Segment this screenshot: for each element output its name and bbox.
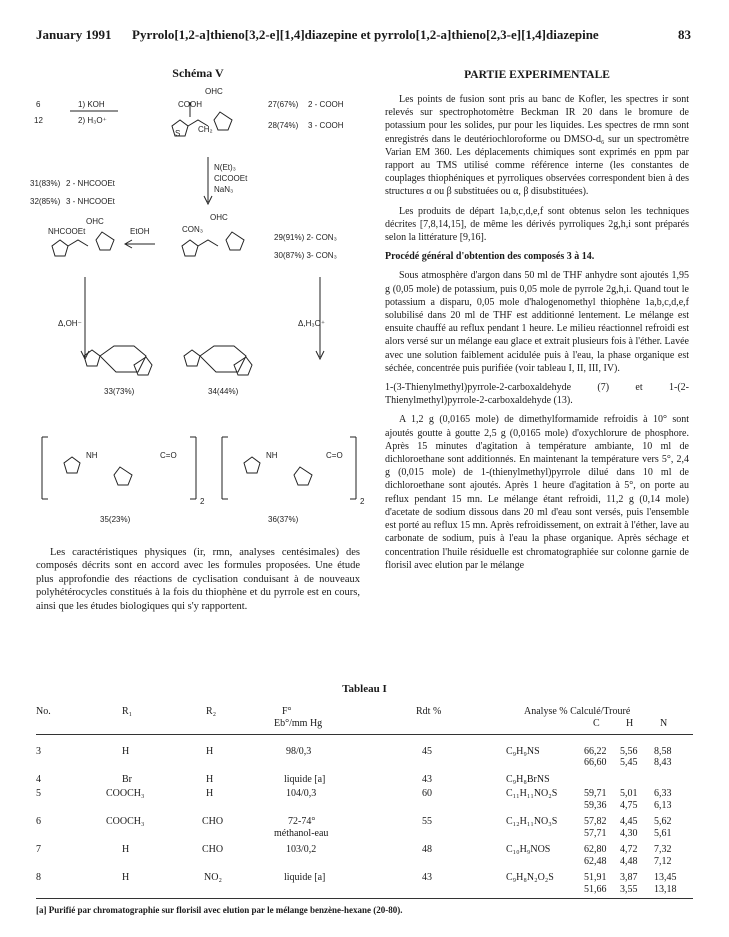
cell-no: 5 — [36, 788, 41, 799]
table-footnote: [a] Purifié par chromatographie sur florisil avec elution par le mélange benzène-hexane (20-80). — [36, 905, 403, 915]
cell-no: 7 — [36, 844, 41, 855]
cell-c: 62,80 — [584, 844, 607, 855]
table-header-row-2 — [36, 718, 693, 731]
cell-r1: Br — [122, 774, 132, 785]
label-ch2: CH₂ — [198, 125, 213, 134]
header-date: January 1991 — [36, 27, 112, 42]
subheading-aldehydes: 1-(3-Thienylmethyl)pyrrole-2-carboxaldehyde (7) et 1-(2-Thienylmethyl)pyrrole-2-carboxaldehyde (13). — [385, 382, 689, 407]
cell-r1: COOCH₃ — [106, 816, 145, 827]
cell-h-found: 4,48 — [620, 856, 638, 867]
label-sub-1: 2 — [200, 497, 205, 506]
table-rule-bottom — [36, 898, 693, 899]
cell-f: 103/0,2 — [286, 844, 317, 855]
reagent-clcooet: ClCOOEt — [214, 174, 248, 183]
cell-n: 13,45 — [654, 872, 677, 883]
label-12: 12 — [34, 116, 43, 125]
subheading-general-procedure: Procédé général d'obtention des composés 3 à 14. — [385, 251, 595, 263]
col-h: H — [626, 718, 634, 729]
table-row — [36, 844, 693, 867]
cell-no: 4 — [36, 774, 41, 785]
cell-n: 7,32 — [654, 844, 672, 855]
cell-r2: H — [206, 788, 214, 799]
scheme-title: Schéma V — [172, 66, 224, 80]
cell-h: 4,72 — [620, 844, 638, 855]
label-delta-h3o: Δ,H₃O⁺ — [298, 319, 326, 328]
cell-h-found: 3,55 — [620, 884, 638, 895]
product-28-sub: 3 - COOH — [308, 121, 344, 130]
cell-rdt: 55 — [422, 816, 432, 827]
product-32-sub: 3 - NHCOOEt — [66, 197, 115, 206]
cell-h: 4,45 — [620, 816, 638, 827]
product-35: 35(23%) — [100, 515, 131, 524]
label-nhcooet: NHCOOEt — [48, 227, 86, 236]
table-row — [36, 774, 693, 787]
cell-c: 59,71 — [584, 788, 607, 799]
label-6: 6 — [36, 100, 41, 109]
table-row — [36, 872, 693, 895]
cell-rdt: 60 — [422, 788, 432, 799]
experimental-column — [385, 93, 689, 578]
paragraph-starting-products: Les produits de départ 1a,b,c,d,e,f sont obtenus selon les techniques décrites [7,8,14,15], de même les dérivés pyrroliques 2g,h,i sont préparés selon la littérature [9,16]. — [385, 205, 689, 244]
table-row — [36, 746, 693, 768]
label-cooh: COOH — [178, 100, 202, 109]
cell-h-found: 4,30 — [620, 828, 638, 839]
cell-c: 66,22 — [584, 746, 607, 757]
section-title: PARTIE EXPERIMENTALE — [464, 69, 610, 81]
cell-f-solvent: méthanol-eau — [274, 828, 329, 839]
page-number: 83 — [678, 27, 691, 42]
left-paragraph — [36, 546, 360, 613]
label-nh-1: NH — [86, 451, 98, 460]
cell-f: 98/0,3 — [286, 746, 312, 757]
cell-formula: C₉H₉NS — [506, 746, 540, 757]
product-28: 28(74%) — [268, 121, 299, 130]
product-31-sub: 2 - NHCOOEt — [66, 179, 115, 188]
cell-r2: CHO — [202, 844, 224, 855]
product-34: 34(44%) — [208, 387, 239, 396]
cell-no: 3 — [36, 746, 41, 757]
label-ohc-3: OHC — [210, 213, 228, 222]
label-etoh: EtOH — [130, 227, 150, 236]
running-title: Pyrrolo[1,2-a]thieno[3,2-e][1,4]diazepine et pyrrolo[1,2-a]thieno[2,3-e][1,4]diazepine — [132, 27, 599, 42]
cell-no: 8 — [36, 872, 41, 883]
label-ohc: OHC — [205, 87, 223, 96]
product-27: 27(67%) — [268, 100, 299, 109]
col-rdt: Rdt % — [416, 706, 442, 717]
label-co-1: C=O — [160, 451, 177, 460]
cell-formula: C₁₀H₉NOS — [506, 844, 551, 855]
product-29: 29(91%) 2- CON₃ — [274, 233, 337, 242]
table-row — [36, 788, 693, 811]
cell-n-found: 5,61 — [654, 828, 672, 839]
cell-n-found: 7,12 — [654, 856, 672, 867]
label-ohc-2: OHC — [86, 217, 104, 226]
paragraph-procedure: Sous atmosphère d'argon dans 50 ml de THF anhydre sont ajoutés 1,95 g (0,05 mole) de potassium, puis 0,05 mole de pyrrole 2g,h,i. Quand tout le potassium a disparu, 0,05 mole d'halogenomethyl thiophène 1a,b,c,d,e,f solubilisé dans 20 ml de THF est additionné lentement. Le mélange est ensuite chauffé au reflux pendant 1 heure. Le milieu réactionnel refroidi est alors versé sur un mélange eau glace et extrait plusieurs fois à l'éther. Lavée avec une solution faiblement acidulée puis à l'eau, la phase organique est séchée, concentrée puis purifiée (voir tableau I, II, III, IV). — [385, 270, 689, 374]
product-33: 33(73%) — [104, 387, 135, 396]
product-31: 31(83%) — [30, 179, 61, 188]
col-c: C — [593, 718, 600, 729]
product-30: 30(87%) 3- CON₃ — [274, 251, 337, 260]
col-f: F° — [282, 706, 292, 717]
cell-c-found: 59,36 — [584, 800, 607, 811]
col-n: N — [660, 718, 668, 729]
table-title: Tableau I — [342, 683, 387, 695]
cell-r2: H — [206, 746, 214, 757]
cell-f: liquide [a] — [284, 774, 326, 785]
product-36: 36(37%) — [268, 515, 299, 524]
table-row — [36, 816, 693, 839]
label-sub-2: 2 — [360, 497, 365, 506]
cell-h-found: 5,45 — [620, 757, 638, 768]
cell-c: 51,91 — [584, 872, 607, 883]
cell-formula: C₁₂H₁₁NO₃S — [506, 816, 558, 827]
cell-n: 5,62 — [654, 816, 672, 827]
cell-r1: H — [122, 746, 130, 757]
cell-r1: COOCH₃ — [106, 788, 145, 799]
cell-formula: C₉H₈N₂O₂S — [506, 872, 554, 883]
cell-n: 6,33 — [654, 788, 672, 799]
paragraph-aldehydes: A 1,2 g (0,0165 mole) de dimethylformamide refroidis à 10° sont ajoutés goutte à goutte 2,5 g (0,0165 mole) d'oxychlorure de phosphore. Après 15 minutes d'agitation à température ambiante, 10 ml de dichloroethane sont additionnés. En maintenant la température vers 5°, 2,4 g (0,015 mole) de 1-(thienylmethyl)pyrrole dilué dans 10 ml de dichloroethane sont ajoutés. Après 1 heure d'agitation à 5°, on porte au reflux pendant 15 mn. Le mélange étant refroidi, 11,2 g (0,14 mole) d'acetate de sodium dissous dans 20 ml d'eau sont versés, puis l'ensemble est porté au reflux 15 mn. Après refroidissement, on extrait à l'éther, lave au carbonate de sodium, puis à l'eau la phase organique. Après séchage et concentration l'huile résiduelle est chromatographiée sur colonne garnie de florisil avec elution par le mélange — [385, 414, 689, 571]
cell-r1: H — [122, 844, 130, 855]
table-rule-top — [36, 734, 693, 735]
cell-formula: C₉H₈BrNS — [506, 774, 550, 785]
reagent-koh: 1) KOH — [78, 100, 105, 109]
label-con3: CON₃ — [182, 225, 204, 234]
paragraph-instruments: Les points de fusion sont pris au banc de Kofler, les spectres ir sont relevés sur spectrophotomètre Beckman IR 20 dans le bromure de potassium pour les solides, pur pour les liquides. Les spectres de rmn sont enregistrés dans le deutériochloroforme ou DMSO-d₆ sur un spectromètre Varian EM 360. Les déplacements chimiques sont exprimés en ppm par rapport au TMS utilisé comme référence interne (les constantes de couplages thiophéniques et pyrroliques observées correspondent bien à des structures α ou β substituées ou α, β disubstituées). — [385, 94, 689, 198]
col-r2: R₂ — [206, 706, 217, 717]
label-s: S — [175, 129, 181, 138]
product-27-sub: 2 - COOH — [308, 100, 344, 109]
label-delta-oh: Δ,OH⁻ — [58, 319, 82, 328]
label-nh-2: NH — [266, 451, 278, 460]
cell-c: 57,82 — [584, 816, 607, 827]
conclusion-paragraph: Les caractéristiques physiques (ir, rmn, analyses centésimales) des composés décrits sont en accord avec les formules proposées. Une étude plus approfondie des réactions de cyclisation conduisant à de nouveaux polyhétérocycles constitués à la fois du thiophène et du pyrrole est en cours, ainsi que les études biologiques qui s'y rapportent. — [36, 547, 360, 612]
cell-rdt: 43 — [422, 774, 432, 785]
cell-r1: H — [122, 872, 130, 883]
cell-c-found: 51,66 — [584, 884, 607, 895]
cell-rdt: 48 — [422, 844, 432, 855]
cell-r2: NO₂ — [204, 872, 222, 883]
reagent-nan3: NaN₃ — [214, 185, 234, 194]
cell-f: 72-74° — [288, 816, 316, 827]
cell-formula: C₁₁H₁₁NO₂S — [506, 788, 558, 799]
cell-n-found: 8,43 — [654, 757, 672, 768]
cell-f: 104/0,3 — [286, 788, 317, 799]
reagent-h3o: 2) H₃O⁺ — [78, 116, 107, 125]
col-eb: Eb°/mm Hg — [274, 718, 323, 729]
cell-h: 5,56 — [620, 746, 638, 757]
cell-f: liquide [a] — [284, 872, 326, 883]
col-r1: R₁ — [122, 706, 133, 717]
cell-c-found: 57,71 — [584, 828, 607, 839]
product-32: 32(85%) — [30, 197, 61, 206]
cell-h-found: 4,75 — [620, 800, 638, 811]
cell-c-found: 66,60 — [584, 757, 607, 768]
reagent-net3: N(Et)₃ — [214, 163, 236, 172]
reaction-scheme — [30, 82, 370, 532]
col-analyse: Analyse % Calculé/Trouré — [524, 706, 631, 717]
cell-r2: H — [206, 774, 214, 785]
cell-n-found: 6,13 — [654, 800, 672, 811]
col-no: No. — [36, 706, 51, 717]
cell-h: 3,87 — [620, 872, 638, 883]
cell-rdt: 45 — [422, 746, 432, 757]
cell-rdt: 43 — [422, 872, 432, 883]
cell-n-found: 13,18 — [654, 884, 677, 895]
label-co-2: C=O — [326, 451, 343, 460]
cell-c-found: 62,48 — [584, 856, 607, 867]
cell-r2: CHO — [202, 816, 224, 827]
cell-no: 6 — [36, 816, 41, 827]
cell-n: 8,58 — [654, 746, 672, 757]
cell-h: 5,01 — [620, 788, 638, 799]
